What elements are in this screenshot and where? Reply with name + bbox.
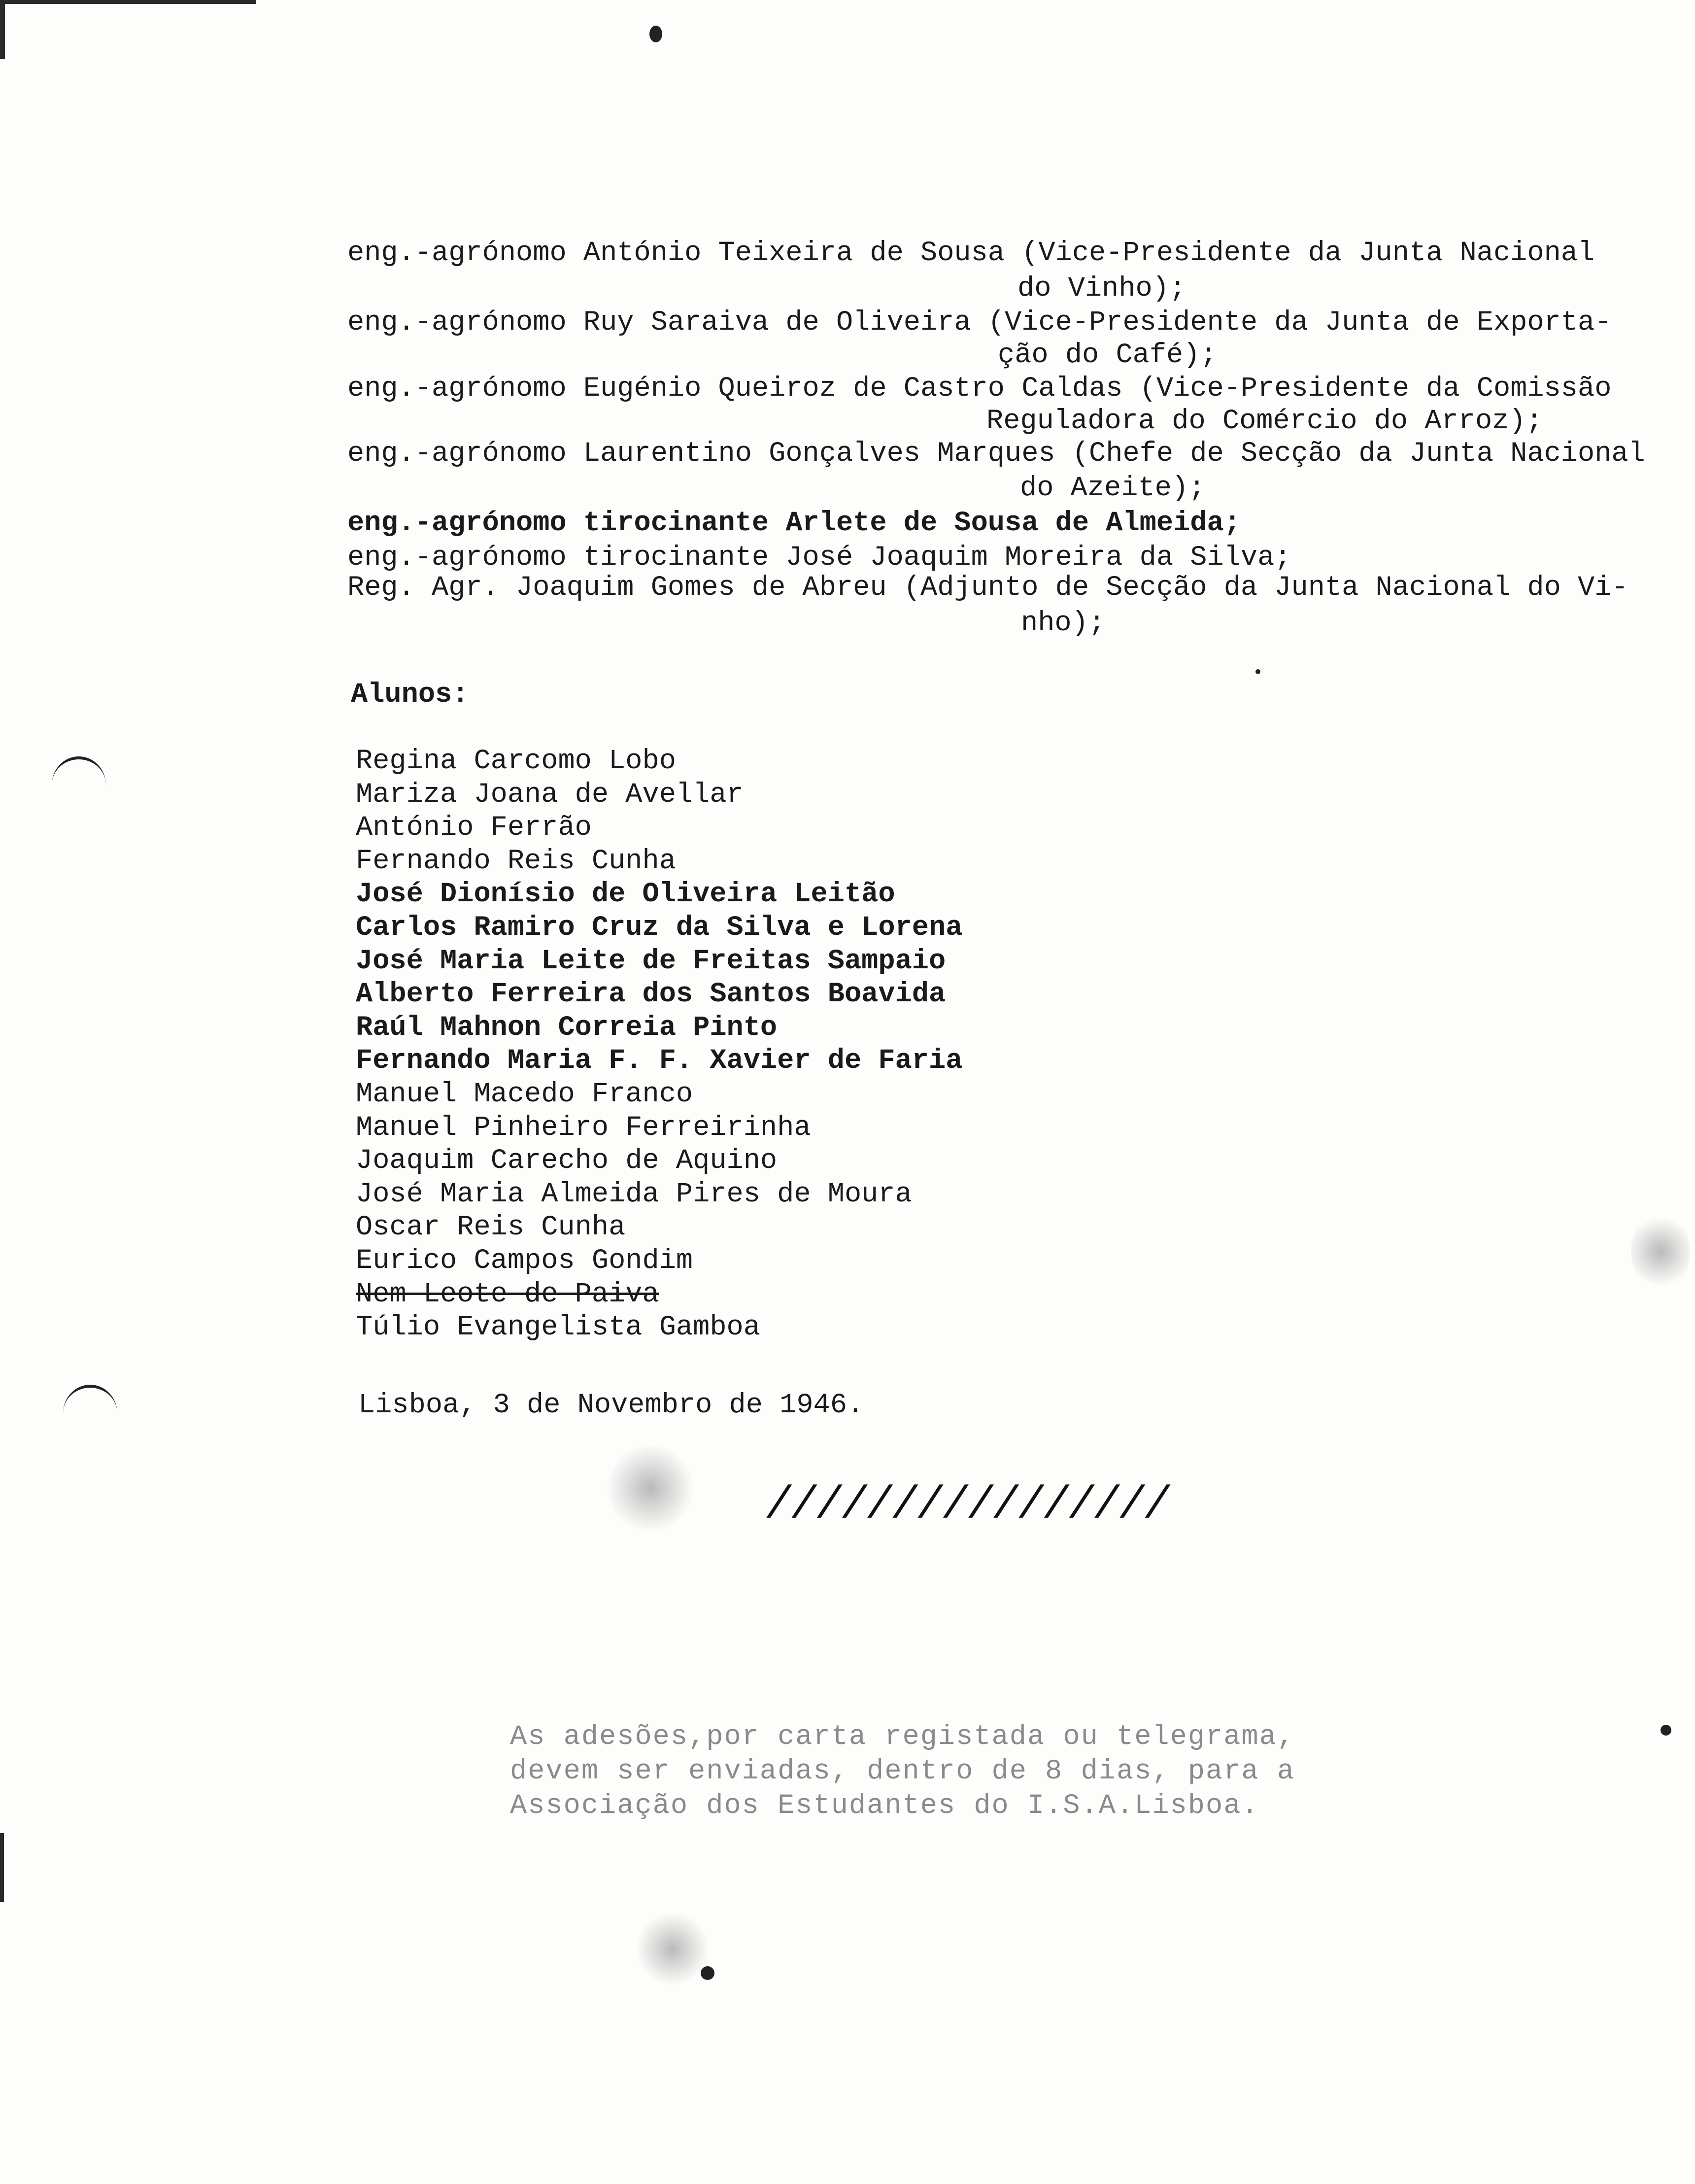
student-name: Alberto Ferreira dos Santos Boavida: [356, 979, 946, 1011]
student-name: Manuel Pinheiro Ferreirinha: [356, 1112, 811, 1144]
note-line: devem ser enviadas, dentro de 8 dias, para a: [510, 1756, 1295, 1787]
note-line: As adesões,por carta registada ou telegrama,: [510, 1721, 1295, 1753]
student-name: Carlos Ramiro Cruz da Silva e Lorena: [356, 912, 963, 944]
official-entry-line: eng.-agrónomo António Teixeira de Sousa (Vice-Presidente da Junta Nacional: [347, 238, 1595, 269]
scan-smudge: [606, 1444, 695, 1533]
official-entry-continuation: ção do Café);: [998, 340, 1217, 371]
scan-speck: [649, 26, 662, 42]
scan-smudge: [636, 1912, 710, 1986]
scan-smudge: [1631, 1212, 1690, 1291]
official-entry-continuation: Reguladora do Comércio do Arroz);: [986, 406, 1543, 437]
official-entry-continuation: nho);: [1021, 608, 1106, 639]
left-edge-mark: [0, 1833, 4, 1902]
signature-slashes: ////////////////: [762, 1479, 1172, 1531]
student-name: Eurico Campos Gondim: [356, 1245, 693, 1277]
note-line: Associação dos Estudantes do I.S.A.Lisboa.: [510, 1790, 1259, 1822]
punch-hole-mark: [52, 756, 106, 814]
scan-speck: [701, 1966, 714, 1980]
official-entry-continuation: do Azeite);: [1020, 473, 1206, 504]
students-list: [356, 745, 962, 1345]
student-name: Raúl Mahnon Correia Pinto: [356, 1012, 778, 1044]
official-entry-line: eng.-agrónomo Ruy Saraiva de Oliveira (Vice-Presidente da Junta de Exporta-: [347, 307, 1612, 339]
scan-speck: [1255, 669, 1260, 674]
student-name: Nem Leote de Paiva: [356, 1278, 659, 1310]
student-name: José Maria Almeida Pires de Moura: [356, 1178, 912, 1210]
scan-speck: [1661, 1725, 1671, 1736]
adhesion-note: [510, 1720, 1295, 1823]
student-name: António Ferrão: [356, 812, 592, 844]
date-line: Lisboa, 3 de Novembro de 1946.: [358, 1390, 864, 1421]
student-name: José Maria Leite de Freitas Sampaio: [356, 945, 946, 977]
student-name: Oscar Reis Cunha: [356, 1212, 626, 1244]
punch-hole-mark: [63, 1385, 117, 1442]
student-name: José Dionísio de Oliveira Leitão: [356, 879, 895, 911]
official-entry-line: eng.-agrónomo tirocinante José Joaquim Moreira da Silva;: [347, 542, 1291, 574]
official-entry-continuation: do Vinho);: [1017, 273, 1186, 305]
official-entry-line: eng.-agrónomo Eugénio Queiroz de Castro Caldas (Vice-Presidente da Comissão: [347, 373, 1612, 405]
officials-list: [0, 0, 1645, 660]
student-name: Mariza Joana de Avellar: [356, 779, 744, 811]
students-heading: Alunos:: [351, 679, 469, 711]
student-name: Joaquim Carecho de Aquino: [356, 1145, 778, 1177]
student-name: Fernando Maria F. F. Xavier de Faria: [356, 1045, 963, 1077]
student-name: Regina Carcomo Lobo: [356, 746, 676, 777]
student-name: Fernando Reis Cunha: [356, 845, 676, 877]
official-entry-line: eng.-agrónomo tirocinante Arlete de Sousa de Almeida;: [347, 508, 1241, 539]
student-name: Túlio Evangelista Gamboa: [356, 1312, 760, 1344]
official-entry-line: Reg. Agr. Joaquim Gomes de Abreu (Adjunto de Secção da Junta Nacional do Vi-: [347, 572, 1628, 604]
student-name: Manuel Macedo Franco: [356, 1078, 693, 1110]
official-entry-line: eng.-agrónomo Laurentino Gonçalves Marques (Chefe de Secção da Junta Nacional: [347, 438, 1645, 470]
